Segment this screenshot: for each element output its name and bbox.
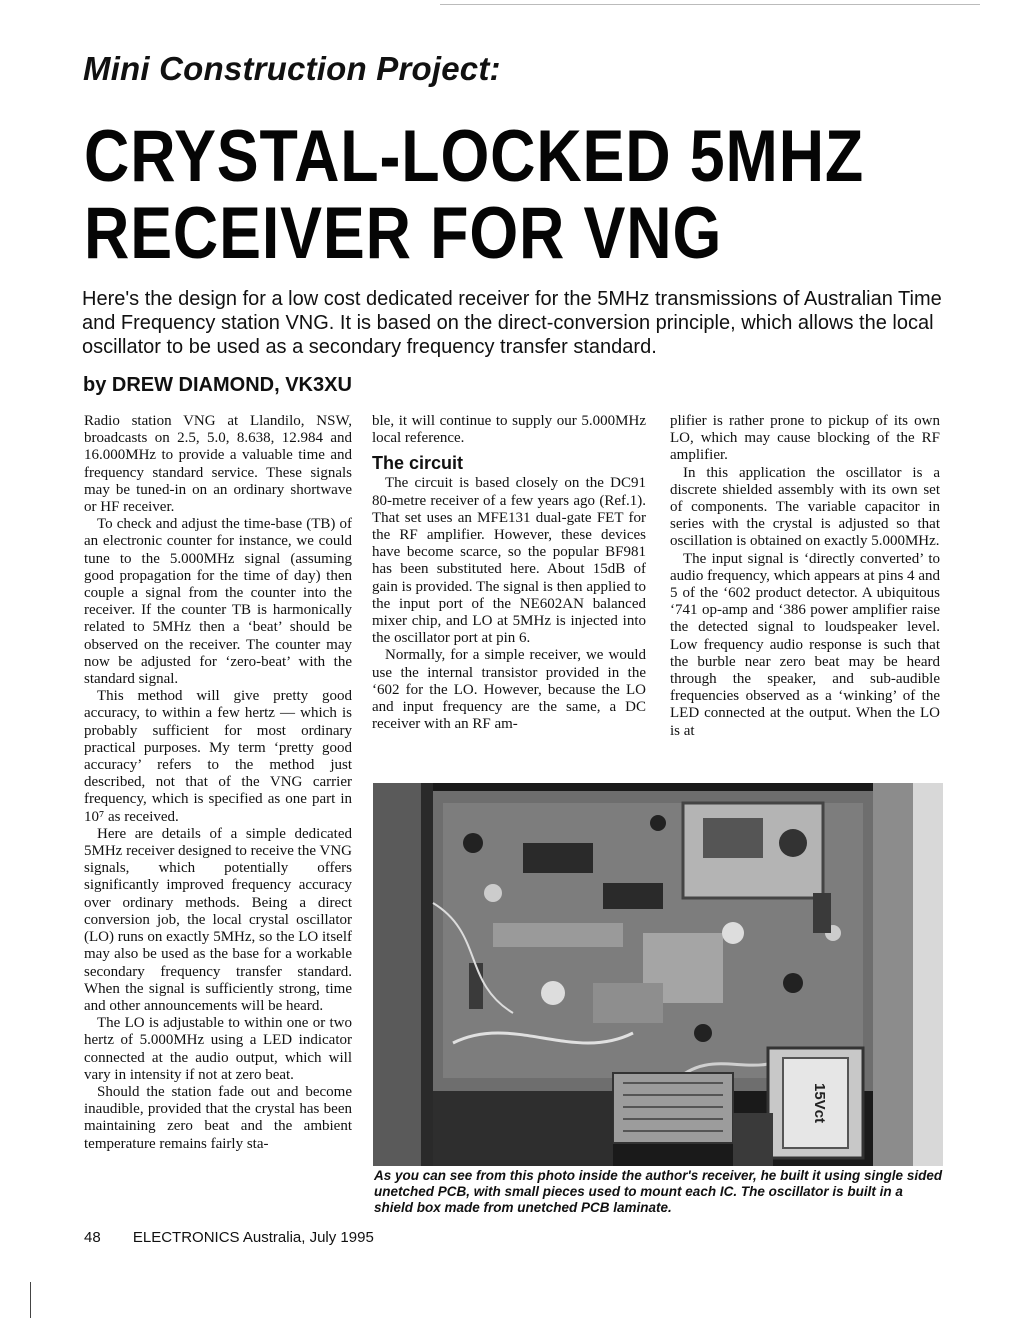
paragraph: Should the station fade out and become inaudible, provided that the crystal has been maintaining zero beat and the ambient temperature remains fairly sta- <box>84 1083 352 1152</box>
byline: by DREW DIAMOND, VK3XU <box>83 374 352 396</box>
kicker: Mini Construction Project: <box>83 50 501 87</box>
paragraph: Radio station VNG at Llandilo, NSW, broadcasts on 2.5, 5.0, 8.638, 12.984 and 16.000MHz to provide a valuable time and frequency standard service. These signals may be tuned-in on an ordinary shortwave or HF receiver. <box>84 413 352 516</box>
page-footer <box>84 1229 374 1246</box>
paragraph: In this application the oscillator is a discrete shielded assembly with its own set of components. The variable capacitor in series with the crystal is adjusted so that oscillation is obtained on exactly 5.000MHz. <box>670 464 940 550</box>
paragraph: To check and adjust the time-base (TB) of an electronic counter for instance, we could tune to the 5.000MHz signal (assuming good propagation for the time of day) then couple a signal from the counter into the receiver. If the counter TB is harmonically related to 5MHz then a ‘beat’ should be observed on the receiver. The counter may now be adjusted for ‘zero-beat’ with the standard signal. <box>84 516 352 688</box>
paragraph: This method will give pretty good accuracy, to within a few hertz — which is probably sufficient for most ordinary practical purposes. My term ‘pretty good accuracy’ refers to the method just described, not that of the VNG carrier frequency, which is specified as one part in 10⁷ as received. <box>84 688 352 825</box>
paragraph: The LO is adjustable to within one or two hertz of 5.000MHz using a LED indicator connected at the audio output, which will vary in intensity if not at zero beat. <box>84 1015 352 1083</box>
receiver-photo-illustration <box>373 783 943 1166</box>
paragraph: Normally, for a simple receiver, we would use the internal transistor provided in the ‘602 for the LO. However, because the LO and input frequency are the same, a DC receiver with an RF am- <box>372 647 646 733</box>
section-heading: The circuit <box>372 453 464 474</box>
paragraph: ble, it will continue to supply our 5.000MHz local reference. <box>372 413 646 447</box>
article-title <box>84 118 864 272</box>
receiver-photo <box>373 783 943 1166</box>
page-number: 48 <box>84 1229 101 1246</box>
standfirst: Here's the design for a low cost dedicated receiver for the 5MHz transmissions of Australian Time and Frequency station VNG. It is based on the direct-conversion principle, which allows the local oscillator to be used as a secondary frequency transfer standard. <box>82 288 942 358</box>
body-column-3 <box>670 413 940 740</box>
title-line-2: RECEIVER FOR VNG <box>84 193 723 274</box>
transformer-label: 15Vct <box>811 1082 828 1124</box>
paragraph: The circuit is based closely on the DC91 80-metre receiver of a few years ago (Ref.1). That set uses an MFE131 dual-gate FET for the RF amplifier. However, these devices have become scarce, so the popular BF981 has been substituted here. About 15dB of gain is provided. The signal is then applied to the input port of the NE602AN balanced mixer chip, and LO at 5MHz is injected into the oscillator port at pin 6. <box>372 475 646 647</box>
photo-caption: As you can see from this photo inside the author's receiver, he built it using single sided unetched PCB, with small pieces used to mount each IC. The oscillator is built in a shield box made from unetched PCB laminate. <box>374 1168 943 1215</box>
body-column-1 <box>84 413 352 1153</box>
paragraph: plifier is rather prone to pickup of its own LO, which may cause blocking of the RF amplifier. <box>670 413 940 464</box>
publication-info: ELECTRONICS Australia, July 1995 <box>132 1229 374 1246</box>
top-rule <box>440 4 980 5</box>
margin-mark <box>30 1282 31 1318</box>
title-line-1: CRYSTAL-LOCKED 5MHZ <box>84 116 865 197</box>
paragraph: Here are details of a simple dedicated 5MHz receiver designed to receive the VNG signals, which potentially offers significantly improved frequency accuracy over ordinary methods. Being a direct conversion job, the local crystal oscillator (LO) runs on exactly 5MHz, so the LO itself may also be used as the base for a workable secondary frequency transfer standard. When the signal is sufficiently strong, time and other announcements will be heard. <box>84 825 352 1014</box>
body-column-2 <box>372 413 646 733</box>
paragraph: The input signal is ‘directly converted’ to audio frequency, which appears at pins 4 and 5 of the ‘602 product detector. A ubiquitous ‘741 op-amp and ‘386 power amplifier raise the detected signal to loudspeaker level. Low frequency audio response is such that the burble near zero beat may be heard through the speaker, and sub-audible frequencies observed as a ‘winking’ of the LED connected at the output. When the LO is at <box>670 550 940 739</box>
